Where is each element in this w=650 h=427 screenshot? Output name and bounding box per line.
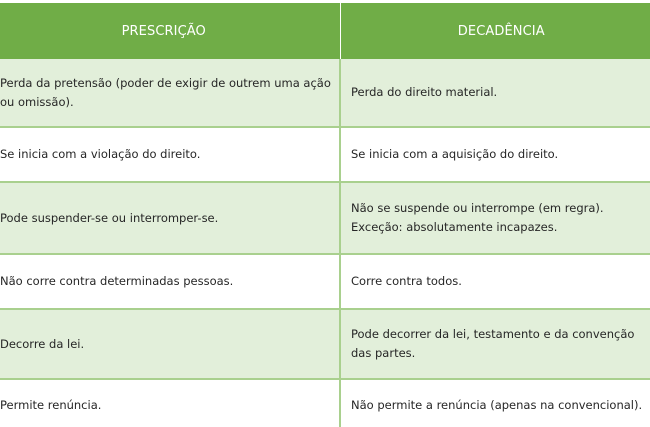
cell-prescricao: Permite renúncia.	[0, 379, 340, 427]
cell-decadencia: Corre contra todos.	[340, 254, 650, 309]
cell-decadencia: Perda do direito material.	[340, 59, 650, 127]
cell-prescricao: Pode suspender-se ou interromper-se.	[0, 182, 340, 254]
cell-prescricao: Perda da pretensão (poder de exigir de outrem uma ação ou omissão).	[0, 59, 340, 127]
table-row	[0, 309, 650, 379]
cell-decadencia: Não permite a renúncia (apenas na convencional).	[340, 379, 650, 427]
cell-decadencia: Pode decorrer da lei, testamento e da convenção das partes.	[340, 309, 650, 379]
comparison-table	[0, 3, 650, 427]
table-row	[0, 254, 650, 309]
cell-prescricao: Decorre da lei.	[0, 309, 340, 379]
table-row	[0, 127, 650, 182]
cell-prescricao: Não corre contra determinadas pessoas.	[0, 254, 340, 309]
cell-decadencia: Não se suspende ou interrompe (em regra). Exceção: absolutamente incapazes.	[340, 182, 650, 254]
cell-decadencia: Se inicia com a aquisição do direito.	[340, 127, 650, 182]
table-row	[0, 379, 650, 427]
header-row	[0, 3, 650, 59]
cell-prescricao: Se inicia com a violação do direito.	[0, 127, 340, 182]
table-row	[0, 59, 650, 127]
table-row	[0, 182, 650, 254]
header-prescricao: PRESCRIÇÃO	[0, 3, 340, 59]
header-decadencia: DECADÊNCIA	[340, 3, 650, 59]
